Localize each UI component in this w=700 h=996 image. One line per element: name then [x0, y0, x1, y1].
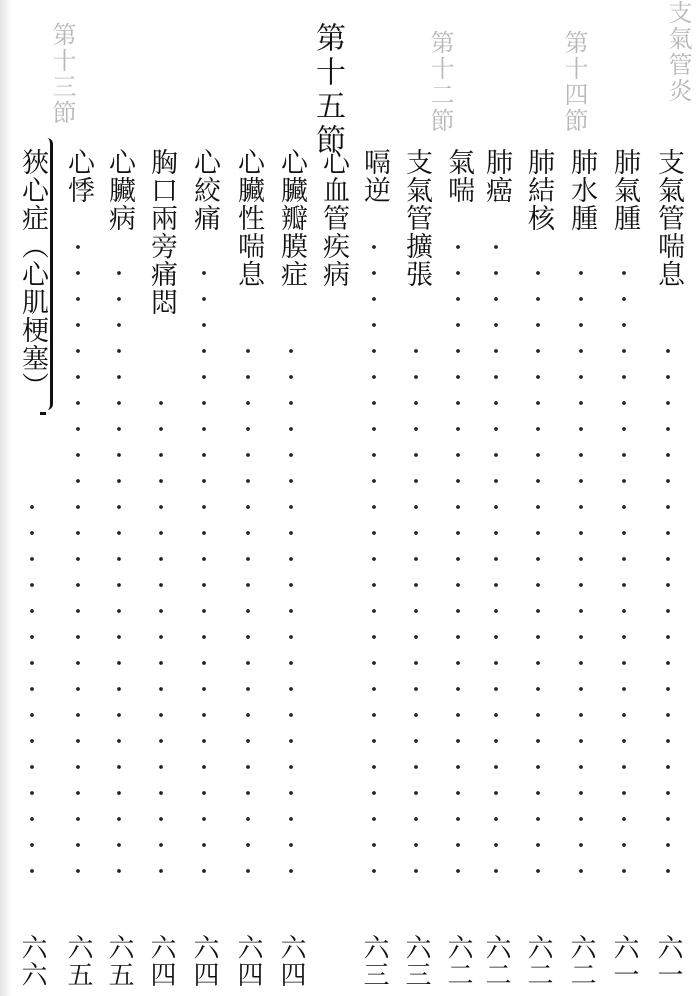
page-number: 六二 — [443, 934, 473, 988]
bleed-through-text: 第十四節 — [560, 30, 588, 134]
entry-title: 心臟病 — [104, 148, 135, 232]
toc-entry — [606, 148, 642, 988]
toc-entry — [230, 148, 266, 988]
entry-title: 心絞痛 — [189, 148, 220, 232]
bleed-through-text: 第十二節 — [426, 30, 454, 134]
toc-entry — [356, 148, 392, 988]
entry-title: 肺水腫 — [566, 148, 597, 232]
leader-dots — [115, 269, 123, 884]
leader-dots — [577, 269, 585, 884]
leader-dots — [28, 491, 36, 884]
toc-entry — [520, 148, 556, 988]
bleed-through-text: 支氣管炎 — [664, 0, 692, 104]
toc-entry — [440, 148, 476, 988]
toc-entry — [398, 148, 434, 988]
entry-title: 胸口兩旁痛悶 — [146, 148, 177, 316]
entry-title: 心血管疾病 — [318, 148, 349, 288]
leader-dots — [370, 232, 378, 884]
leader-dots — [620, 269, 628, 884]
toc-entry — [650, 148, 686, 988]
toc-entry — [143, 148, 179, 988]
entry-title: 氣喘 — [443, 148, 474, 204]
entry-title: 狹心症（心肌梗塞） — [17, 148, 48, 400]
page-number: 六二 — [481, 934, 511, 988]
page-number: 六六 — [17, 934, 47, 988]
leader-dots — [74, 232, 82, 884]
page-number: 六二 — [566, 934, 596, 988]
page-number: 六四 — [189, 934, 219, 988]
toc-entry — [186, 148, 222, 988]
page-number: 六五 — [63, 934, 93, 988]
page-number: 六四 — [233, 934, 263, 988]
leader-dots — [492, 232, 500, 884]
toc-entry — [315, 148, 351, 988]
entry-bracket — [40, 138, 53, 410]
toc-entry — [101, 148, 137, 988]
leader-dots — [200, 269, 208, 884]
page-number: 六五 — [104, 934, 134, 988]
page-number: 六一 — [653, 934, 683, 988]
leader-dots — [534, 269, 542, 884]
entry-title: 肺氣腫 — [609, 148, 640, 232]
page-number: 六一 — [609, 934, 639, 988]
section-heading: 第十五節 — [310, 22, 345, 158]
toc-entry — [478, 148, 514, 988]
leader-dots — [664, 343, 672, 884]
leader-dots — [244, 343, 252, 884]
entry-title: 支氣管喘息 — [653, 148, 684, 288]
page-number: 六三 — [401, 934, 431, 988]
page-number: 六三 — [359, 934, 389, 988]
entry-title: 心悸 — [63, 148, 94, 204]
page-number: 六四 — [146, 934, 176, 988]
toc-entry — [60, 148, 96, 988]
entry-title: 支氣管擴張 — [401, 148, 432, 288]
leader-dots — [157, 380, 165, 884]
page-number: 六四 — [276, 934, 306, 988]
leader-dots — [454, 232, 462, 884]
bleed-through-text: 第十三節 — [48, 22, 76, 126]
leader-dots — [287, 343, 295, 884]
toc-entry — [563, 148, 599, 988]
entry-title: 嗝逆 — [359, 148, 390, 204]
entry-title: 肺癌 — [481, 148, 512, 204]
entry-bracket-tick — [40, 404, 46, 415]
toc-entry — [273, 148, 309, 988]
entry-title: 心臟瓣膜症 — [276, 148, 307, 288]
page-number: 六二 — [523, 934, 553, 988]
page-gutter-shadow — [0, 0, 12, 996]
entry-title: 心臟性喘息 — [233, 148, 264, 288]
leader-dots — [412, 343, 420, 884]
entry-title: 肺結核 — [523, 148, 554, 232]
